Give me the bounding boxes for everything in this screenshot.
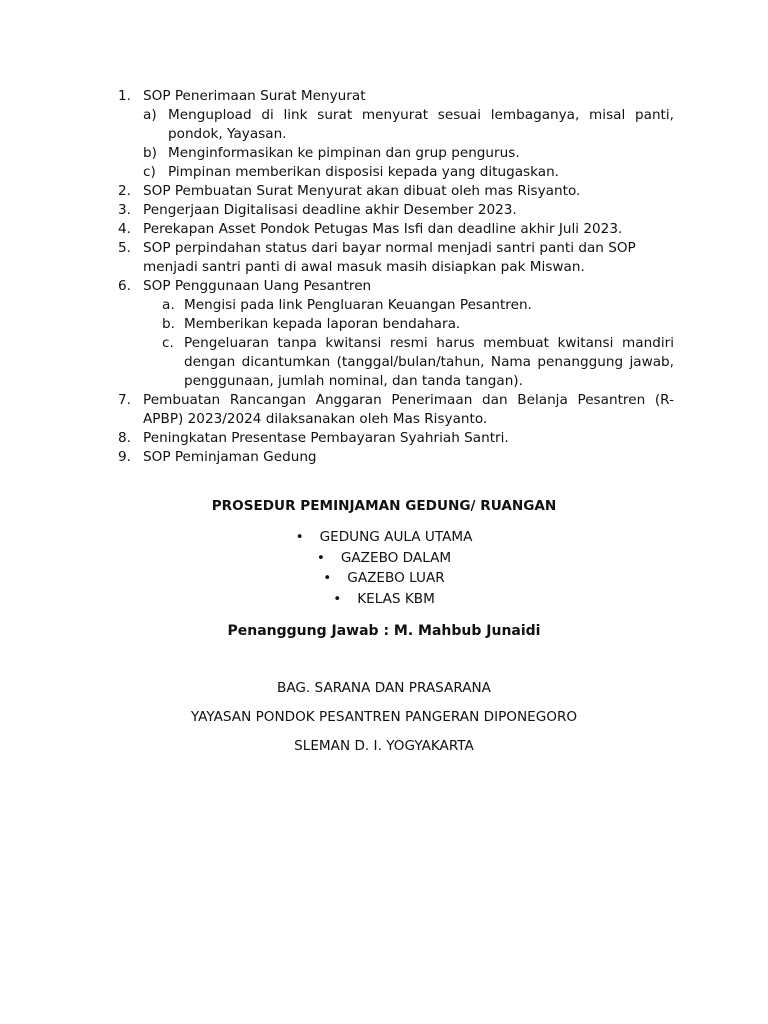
sub-item-text: Menginformasikan ke pimpinan dan grup pengurus. (168, 145, 520, 161)
item-text: SOP Penggunaan Uang Pesantren (143, 278, 372, 294)
item-text: SOP Pembuatan Surat Menyurat akan dibuat oleh mas Risyanto. (143, 183, 581, 199)
sub-item-text: Memberikan kepada laporan bendahara. (184, 316, 461, 332)
bullet-icon: • (295, 529, 304, 545)
item-text: Pembuatan Rancangan Anggaran Penerimaan dan Belanja Pesantren (R-APBP) 2023/2024 dilaksanakan oleh Mas Risyanto. (143, 392, 674, 427)
list-item (118, 448, 674, 467)
room-name: GAZEBO DALAM (340, 549, 452, 566)
room-list (0, 527, 768, 609)
item-text: Perekapan Asset Pondok Petugas Mas Isfi dan deadline akhir Juli 2023. (143, 221, 623, 237)
list-item (118, 239, 674, 277)
item-text: SOP Penerimaan Surat Menyurat (143, 88, 366, 104)
sub-item (118, 106, 674, 144)
list-item (118, 391, 674, 429)
item-text: Peningkatan Presentase Pembayaran Syahriah Santri. (143, 430, 509, 446)
sub-item-label: b. (162, 316, 175, 332)
list-item (118, 182, 674, 201)
sub-item-label: c) (143, 164, 156, 180)
sub-item (118, 296, 674, 315)
sub-item-label: a. (162, 297, 175, 313)
list-item (118, 201, 674, 220)
room-item (0, 527, 768, 548)
sub-item (118, 163, 674, 182)
room-item (0, 568, 768, 589)
room-item (0, 548, 768, 569)
sub-item (118, 334, 674, 391)
sub-item-text: Pimpinan memberikan disposisi kepada yang ditugaskan. (168, 164, 560, 180)
item-number: 6. (118, 278, 131, 294)
bullet-icon: • (323, 570, 332, 586)
person-in-charge: Penanggung Jawab : M. Mahbub Junaidi (227, 623, 541, 639)
footer-department: BAG. SARANA DAN PRASARANA (277, 680, 491, 696)
room-item (0, 589, 768, 610)
bullet-icon: • (316, 549, 325, 566)
sub-item-label: a) (143, 107, 157, 123)
footer-location: SLEMAN D. I. YOGYAKARTA (294, 738, 474, 754)
item-number: 2. (118, 183, 131, 199)
item-number: 3. (118, 202, 131, 218)
item-number: 8. (118, 430, 131, 446)
item-number: 4. (118, 221, 131, 237)
item-number: 7. (118, 392, 131, 408)
sub-item-text: Mengisi pada link Pengluaran Keuangan Pesantren. (184, 297, 532, 313)
sub-item (118, 315, 674, 334)
sub-item-text: Pengeluaran tanpa kwitansi resmi harus membuat kwitansi mandiri dengan dicantumkan (tanggal/bulan/tahun, Nama penanggung jawab, penggunaan, jumlah nominal, dan tanda tangan). (184, 335, 674, 389)
room-name: GAZEBO LUAR (347, 570, 445, 586)
list-item (118, 220, 674, 239)
list-item (118, 87, 674, 106)
room-name: KELAS KBM (357, 590, 435, 607)
bullet-icon: • (333, 590, 342, 607)
list-item (118, 277, 674, 296)
list-item (118, 429, 674, 448)
item-text: Pengerjaan Digitalisasi deadline akhir Desember 2023. (143, 202, 517, 218)
sub-item-text: Mengupload di link surat menyurat sesuai lembaganya, misal panti, pondok, Yayasan. (168, 107, 674, 142)
sop-list (118, 87, 674, 467)
item-number: 5. (118, 240, 131, 256)
item-number: 1. (118, 88, 131, 104)
item-text: SOP Peminjaman Gedung (143, 449, 317, 465)
procedure-heading: PROSEDUR PEMINJAMAN GEDUNG/ RUANGAN (211, 498, 557, 514)
sub-item (118, 144, 674, 163)
item-text: SOP perpindahan status dari bayar normal menjadi santri panti dan SOP menjadi santri panti di awal masuk masih disiapkan pak Miswan. (143, 240, 636, 275)
item-number: 9. (118, 449, 131, 465)
room-name: GEDUNG AULA UTAMA (319, 529, 473, 545)
sub-item-label: c. (162, 335, 174, 351)
footer-organization: YAYASAN PONDOK PESANTREN PANGERAN DIPONEGORO (190, 709, 578, 725)
sub-item-label: b) (143, 145, 157, 161)
